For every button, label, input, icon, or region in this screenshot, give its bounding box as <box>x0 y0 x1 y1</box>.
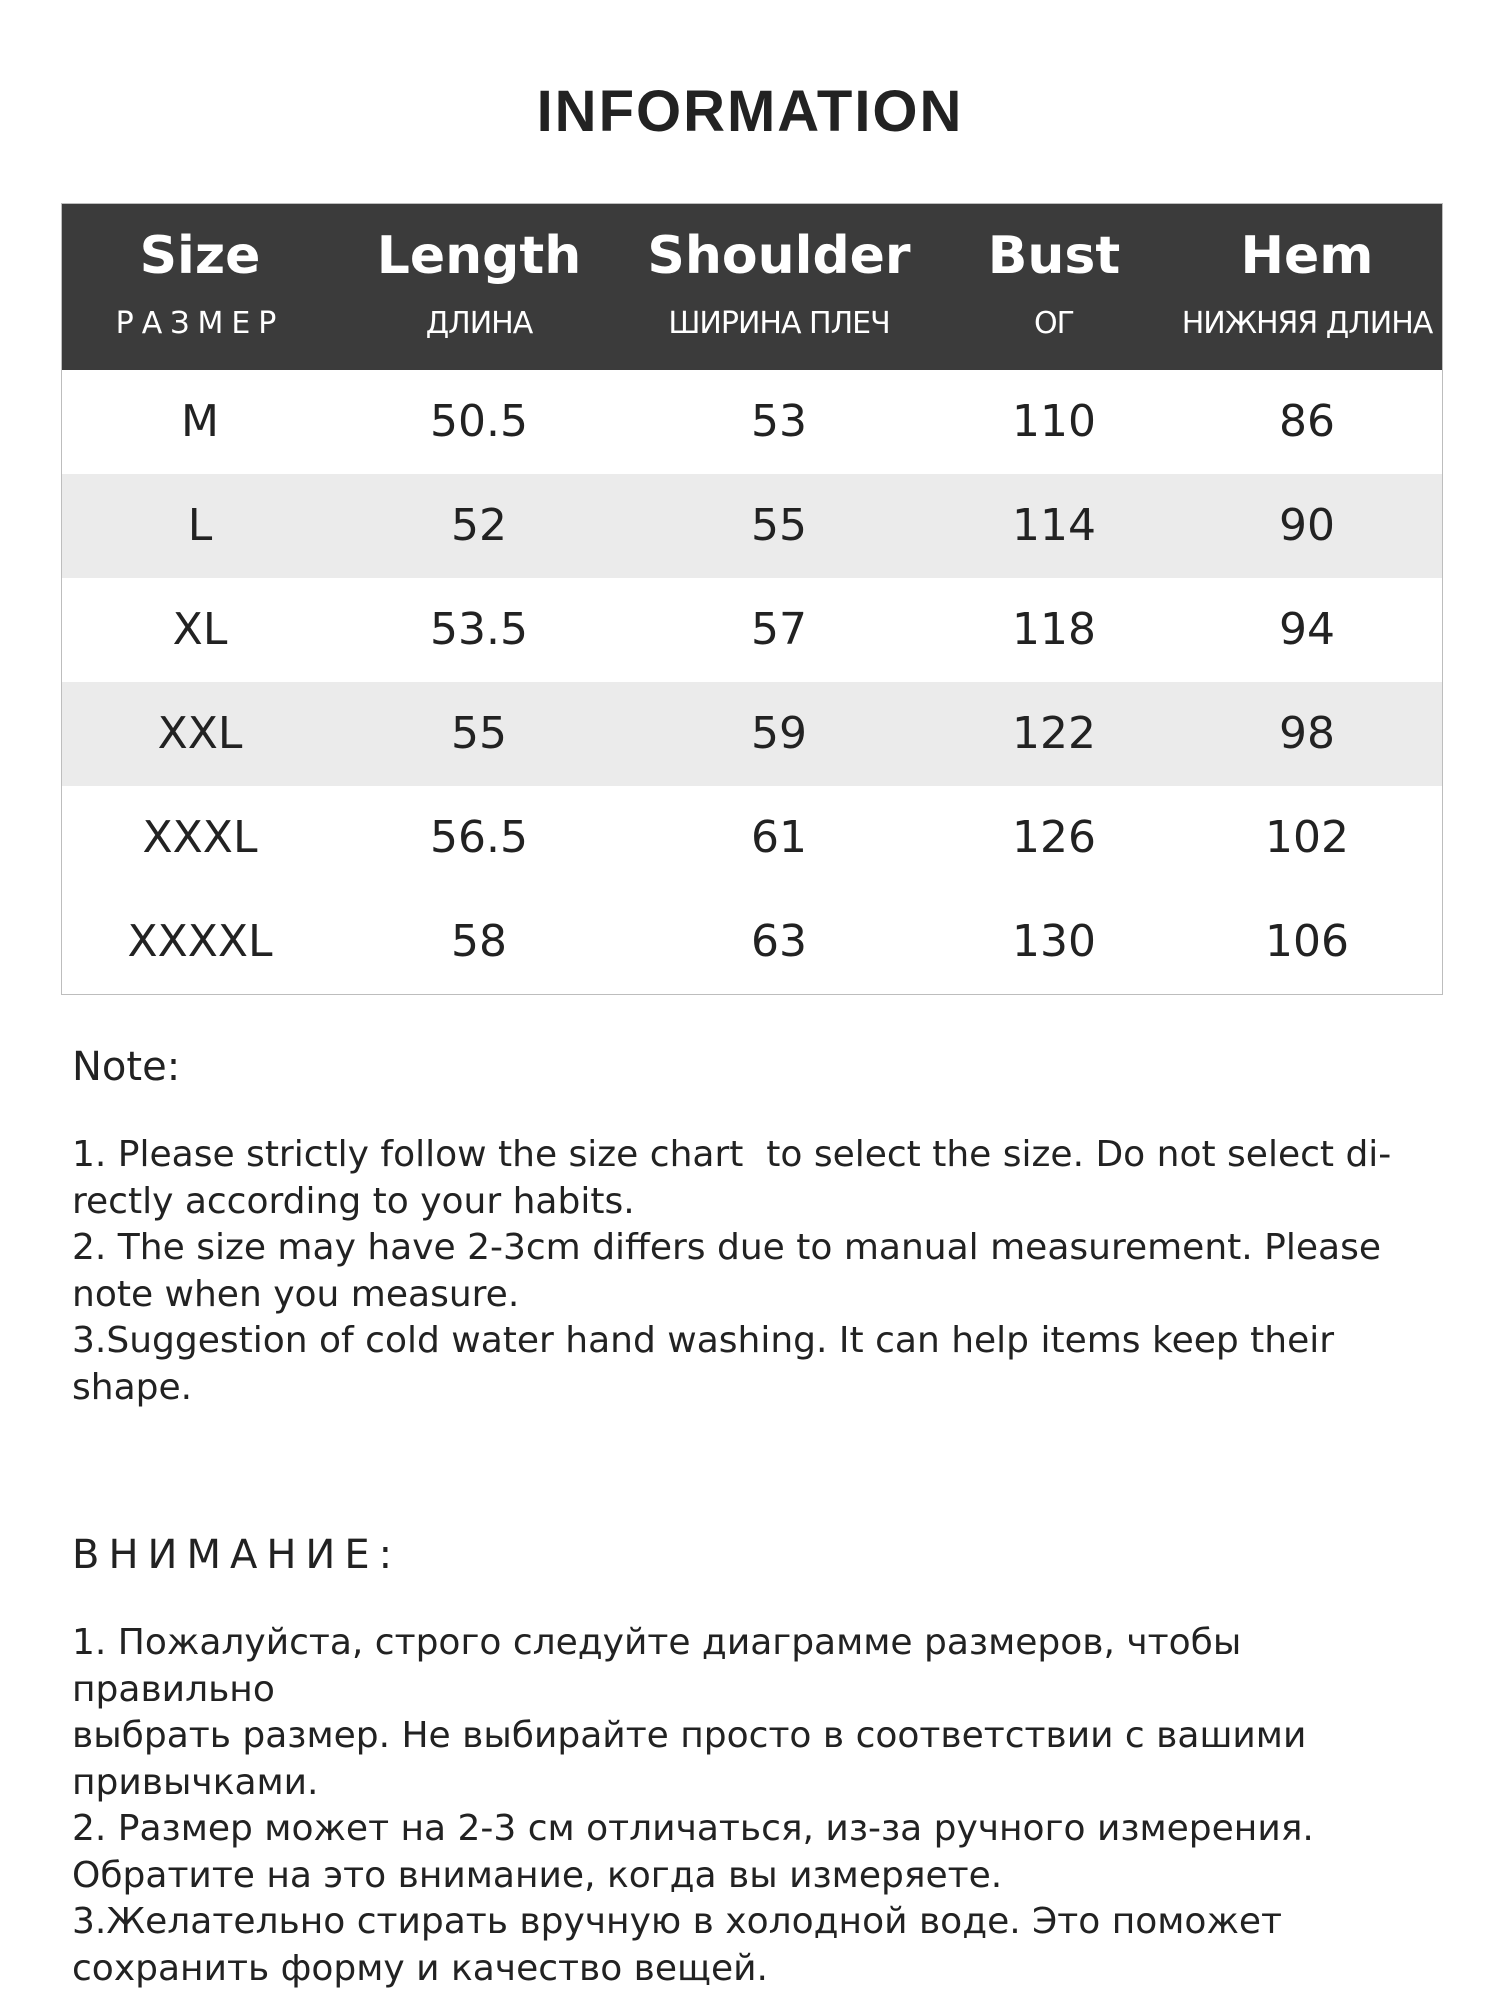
cell-shoulder: 53 <box>751 396 807 447</box>
note-list-ru <box>72 1620 1432 1992</box>
cell-shoulder: 63 <box>751 916 807 967</box>
cell-length: 56.5 <box>430 812 528 863</box>
header-bust-ru: ОГ <box>1034 306 1074 341</box>
cell-size: XXXXL <box>127 916 273 967</box>
cell-size: M <box>181 396 219 447</box>
cell-bust: 126 <box>1012 812 1096 863</box>
cell-length: 50.5 <box>430 396 528 447</box>
cell-bust: 118 <box>1012 604 1096 655</box>
cell-bust: 114 <box>1012 500 1096 551</box>
note-heading: Note: <box>72 1044 181 1090</box>
header-bust <box>938 204 1170 370</box>
header-shoulder <box>620 204 938 370</box>
table-row <box>62 578 1442 682</box>
note-item-ru: 3.Желательно стирать вручную в холодной воде. Это поможет сохранить форму и качество вещей. <box>72 1901 1282 1989</box>
note-section-ru <box>72 1530 1432 1992</box>
note-heading-ru: ВНИМАНИЕ: <box>72 1532 402 1578</box>
table-row <box>62 890 1442 994</box>
header-hem-ru: НИЖНЯЯ ДЛИНА <box>1181 306 1433 341</box>
cell-size: L <box>187 500 213 551</box>
header-size-en: Size <box>139 226 261 286</box>
note-item: 2. The size may have 2-3cm differs due to manual measurement. Please note when you measure. <box>72 1227 1381 1315</box>
note-list <box>72 1132 1432 1411</box>
cell-shoulder: 59 <box>751 708 807 759</box>
table-row <box>62 786 1442 890</box>
header-shoulder-ru: ШИРИНА ПЛЕЧ <box>668 306 890 341</box>
table-row <box>62 370 1442 474</box>
cell-bust: 110 <box>1012 396 1096 447</box>
note-section-en <box>72 1042 1432 1411</box>
cell-length: 52 <box>451 500 507 551</box>
cell-bust: 122 <box>1012 708 1096 759</box>
cell-length: 58 <box>451 916 507 967</box>
header-hem <box>1170 204 1444 370</box>
header-size-ru: РАЗМЕР <box>115 306 285 341</box>
page-title: INFORMATION <box>536 79 964 144</box>
cell-length: 53.5 <box>430 604 528 655</box>
cell-size: XXXL <box>142 812 258 863</box>
header-size <box>62 204 338 370</box>
header-shoulder-en: Shoulder <box>647 226 911 286</box>
size-chart-table <box>61 203 1443 995</box>
table-row <box>62 682 1442 786</box>
cell-hem: 94 <box>1279 604 1335 655</box>
cell-hem: 102 <box>1265 812 1349 863</box>
cell-size: XL <box>172 604 228 655</box>
table-row <box>62 474 1442 578</box>
note-item-ru: 2. Размер может на 2-3 см отличаться, из-за ручного измерения. Обратите на это внимание, когда вы измеряете. <box>72 1808 1314 1896</box>
note-item: 1. Please strictly follow the size chart to select the size. Do not select di- rectly according to your habits. <box>72 1134 1392 1222</box>
header-length <box>338 204 620 370</box>
note-item: 3.Suggestion of cold water hand washing. It can help items keep their shape. <box>72 1320 1335 1408</box>
cell-hem: 90 <box>1279 500 1335 551</box>
header-length-en: Length <box>376 226 582 286</box>
cell-hem: 98 <box>1279 708 1335 759</box>
header-hem-en: Hem <box>1240 226 1374 286</box>
cell-length: 55 <box>451 708 507 759</box>
note-item-ru: 1. Пожалуйста, строго следуйте диаграмме размеров, чтобы правильно выбрать размер. Не выбирайте просто в соответствии с вашими привычками. <box>72 1622 1307 1803</box>
table-header <box>62 204 1442 370</box>
cell-shoulder: 61 <box>751 812 807 863</box>
cell-shoulder: 57 <box>751 604 807 655</box>
cell-size: XXL <box>157 708 243 759</box>
cell-hem: 86 <box>1279 396 1335 447</box>
cell-shoulder: 55 <box>751 500 807 551</box>
header-length-ru: ДЛИНА <box>425 306 533 341</box>
header-bust-en: Bust <box>987 226 1121 286</box>
cell-bust: 130 <box>1012 916 1096 967</box>
cell-hem: 106 <box>1265 916 1349 967</box>
